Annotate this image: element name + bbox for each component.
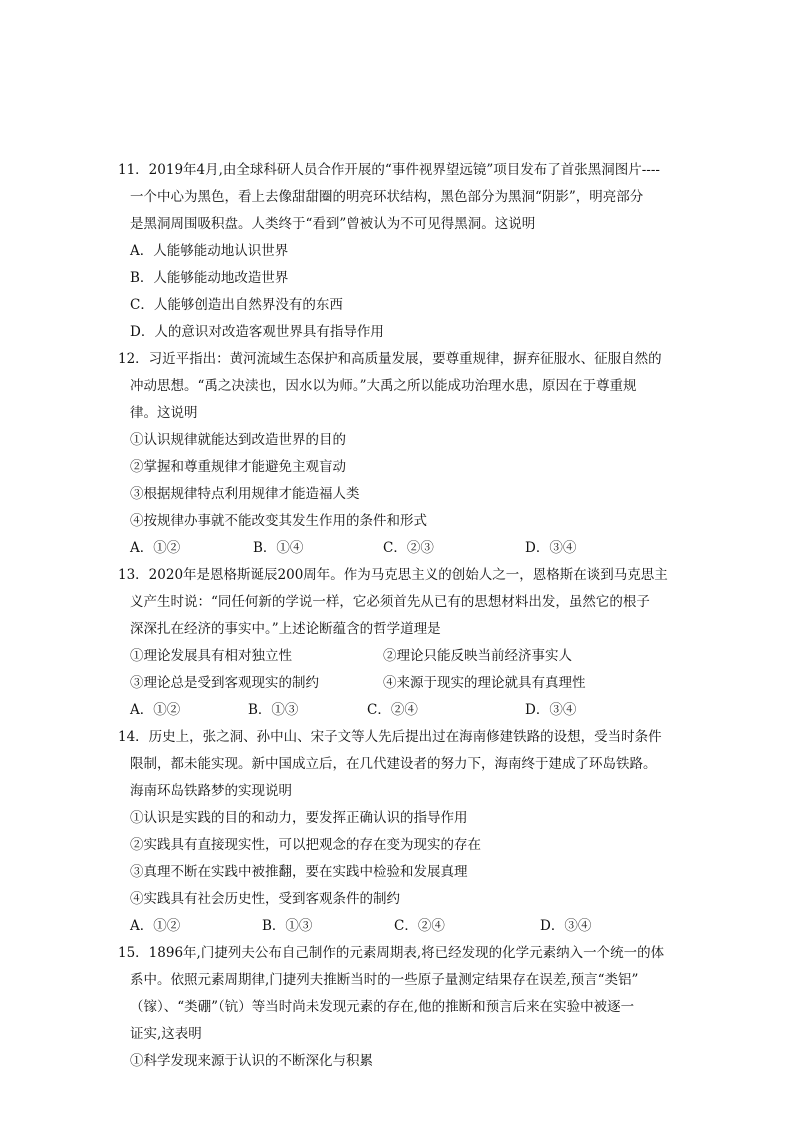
q14-item-1: ①认识是实践的目的和动力，要发挥正确认识的指导作用 [130, 810, 468, 826]
q14-answer-b: B．①③ [262, 918, 313, 934]
q13-answer-b: B．①③ [248, 702, 299, 718]
q13-item-1: ①理论发展具有相对独立性 [130, 648, 292, 664]
q12-item-3: ③根据规律特点利用规律才能造福人类 [130, 486, 360, 502]
q14-stem-line-2: 限制，都未能实现。新中国成立后，在几代建设者的努力下，海南终于建成了环岛铁路。 [130, 756, 657, 772]
q13-stem-line-3: 深深扎在经济的事实中。”上述论断蕴含的哲学道理是 [130, 621, 441, 637]
q14-stem-line-3: 海南环岛铁路梦的实现说明 [130, 783, 292, 799]
q11-stem-line-2: 一个中心为黑色，看上去像甜甜圈的明亮环状结构，黑色部分为黑洞“阴影”，明亮部分 [130, 189, 644, 205]
q14-stem-line-1: 14．历史上，张之洞、孙中山、宋子文等人先后提出过在海南修建铁路的设想，受当时条件 [118, 729, 662, 745]
q13-stem-line-2: 义产生时说：“同任何新的学说一样，它必须首先从已有的思想材料出发，虽然它的根子 [130, 594, 650, 610]
q12-answer-a: A．①② [130, 540, 181, 556]
q14-item-3: ③真理不断在实践中被推翻，要在实践中检验和发展真理 [130, 864, 468, 880]
q12-stem-line-1: 12．习近平指出：黄河流域生态保护和高质量发展，要尊重规律，摒弃征服水、征服自然的 [118, 351, 662, 367]
q12-item-2: ②掌握和尊重规律才能避免主观盲动 [130, 459, 346, 475]
q12-stem-line-2: 冲动思想。“禹之决渎也，因水以为师。”大禹之所以能成功治理水患，原因在于尊重规 [130, 378, 637, 394]
q12-item-4: ④按规律办事就不能改变其发生作用的条件和形式 [130, 513, 427, 529]
q12-answer-b: B．①④ [253, 540, 304, 556]
q14-answer-a: A．①② [130, 918, 181, 934]
q13-stem-line-1: 13．2020年是恩格斯诞辰200周年。作为马克思主义的创始人之一，恩格斯在谈到马克思主 [118, 567, 668, 583]
q14-item-4: ④实践具有社会历史性，受到客观条件的制约 [130, 891, 400, 907]
q12-stem-line-3: 律。这说明 [130, 405, 198, 421]
q14-answer-d: D．③④ [540, 918, 592, 934]
q11-option-a: A．人能够能动地认识世界 [130, 243, 289, 259]
q13-item-2: ②理论只能反映当前经济事实人 [383, 648, 572, 664]
q11-option-d: D．人的意识对改造客观世界具有指导作用 [130, 324, 384, 340]
q15-stem-line-2: 系中。依照元素周期律,门捷列夫推断当时的一些原子量测定结果存在误差,预言“类铝” [130, 972, 639, 988]
q13-item-3: ③理论总是受到客观现实的制约 [130, 675, 319, 691]
q15-stem-line-3: （镓）、“类硼”（钪）等当时尚未发现元素的存在,他的推断和预言后来在实验中被逐一 [130, 999, 635, 1015]
q11-option-c: C．人能够创造出自然界没有的东西 [130, 297, 343, 313]
q13-answer-c: C．②④ [367, 702, 418, 718]
q13-item-4: ④来源于现实的理论就具有真理性 [383, 675, 586, 691]
q12-item-1: ①认识规律就能达到改造世界的目的 [130, 432, 346, 448]
q14-answer-c: C．②④ [394, 918, 445, 934]
q13-answer-a: A．①② [130, 702, 181, 718]
q11-stem-line-3: 是黑洞周围吸积盘。人类终于“看到”曾被认为不可见得黑洞。这说明 [130, 216, 536, 232]
q11-stem-line-1: 11．2019年4月,由全球科研人员合作开展的“事件视界望远镜”项目发布了首张黑洞图片---- [118, 162, 660, 178]
q15-stem-line-1: 15．1896年,门捷列夫公布自己制作的元素周期表,将已经发现的化学元素纳入一个统一的体 [118, 945, 665, 961]
q12-answer-c: C．②③ [383, 540, 434, 556]
q14-item-2: ②实践具有直接现实性，可以把观念的存在变为现实的存在 [130, 837, 481, 853]
q15-item-1: ①科学发现来源于认识的不断深化与积累 [130, 1053, 373, 1069]
q12-answer-d: D．③④ [525, 540, 577, 556]
q11-option-b: B．人能够能动地改造世界 [130, 270, 289, 286]
q15-stem-line-4: 证实,这表明 [130, 1026, 202, 1042]
q13-answer-d: D．③④ [525, 702, 577, 718]
